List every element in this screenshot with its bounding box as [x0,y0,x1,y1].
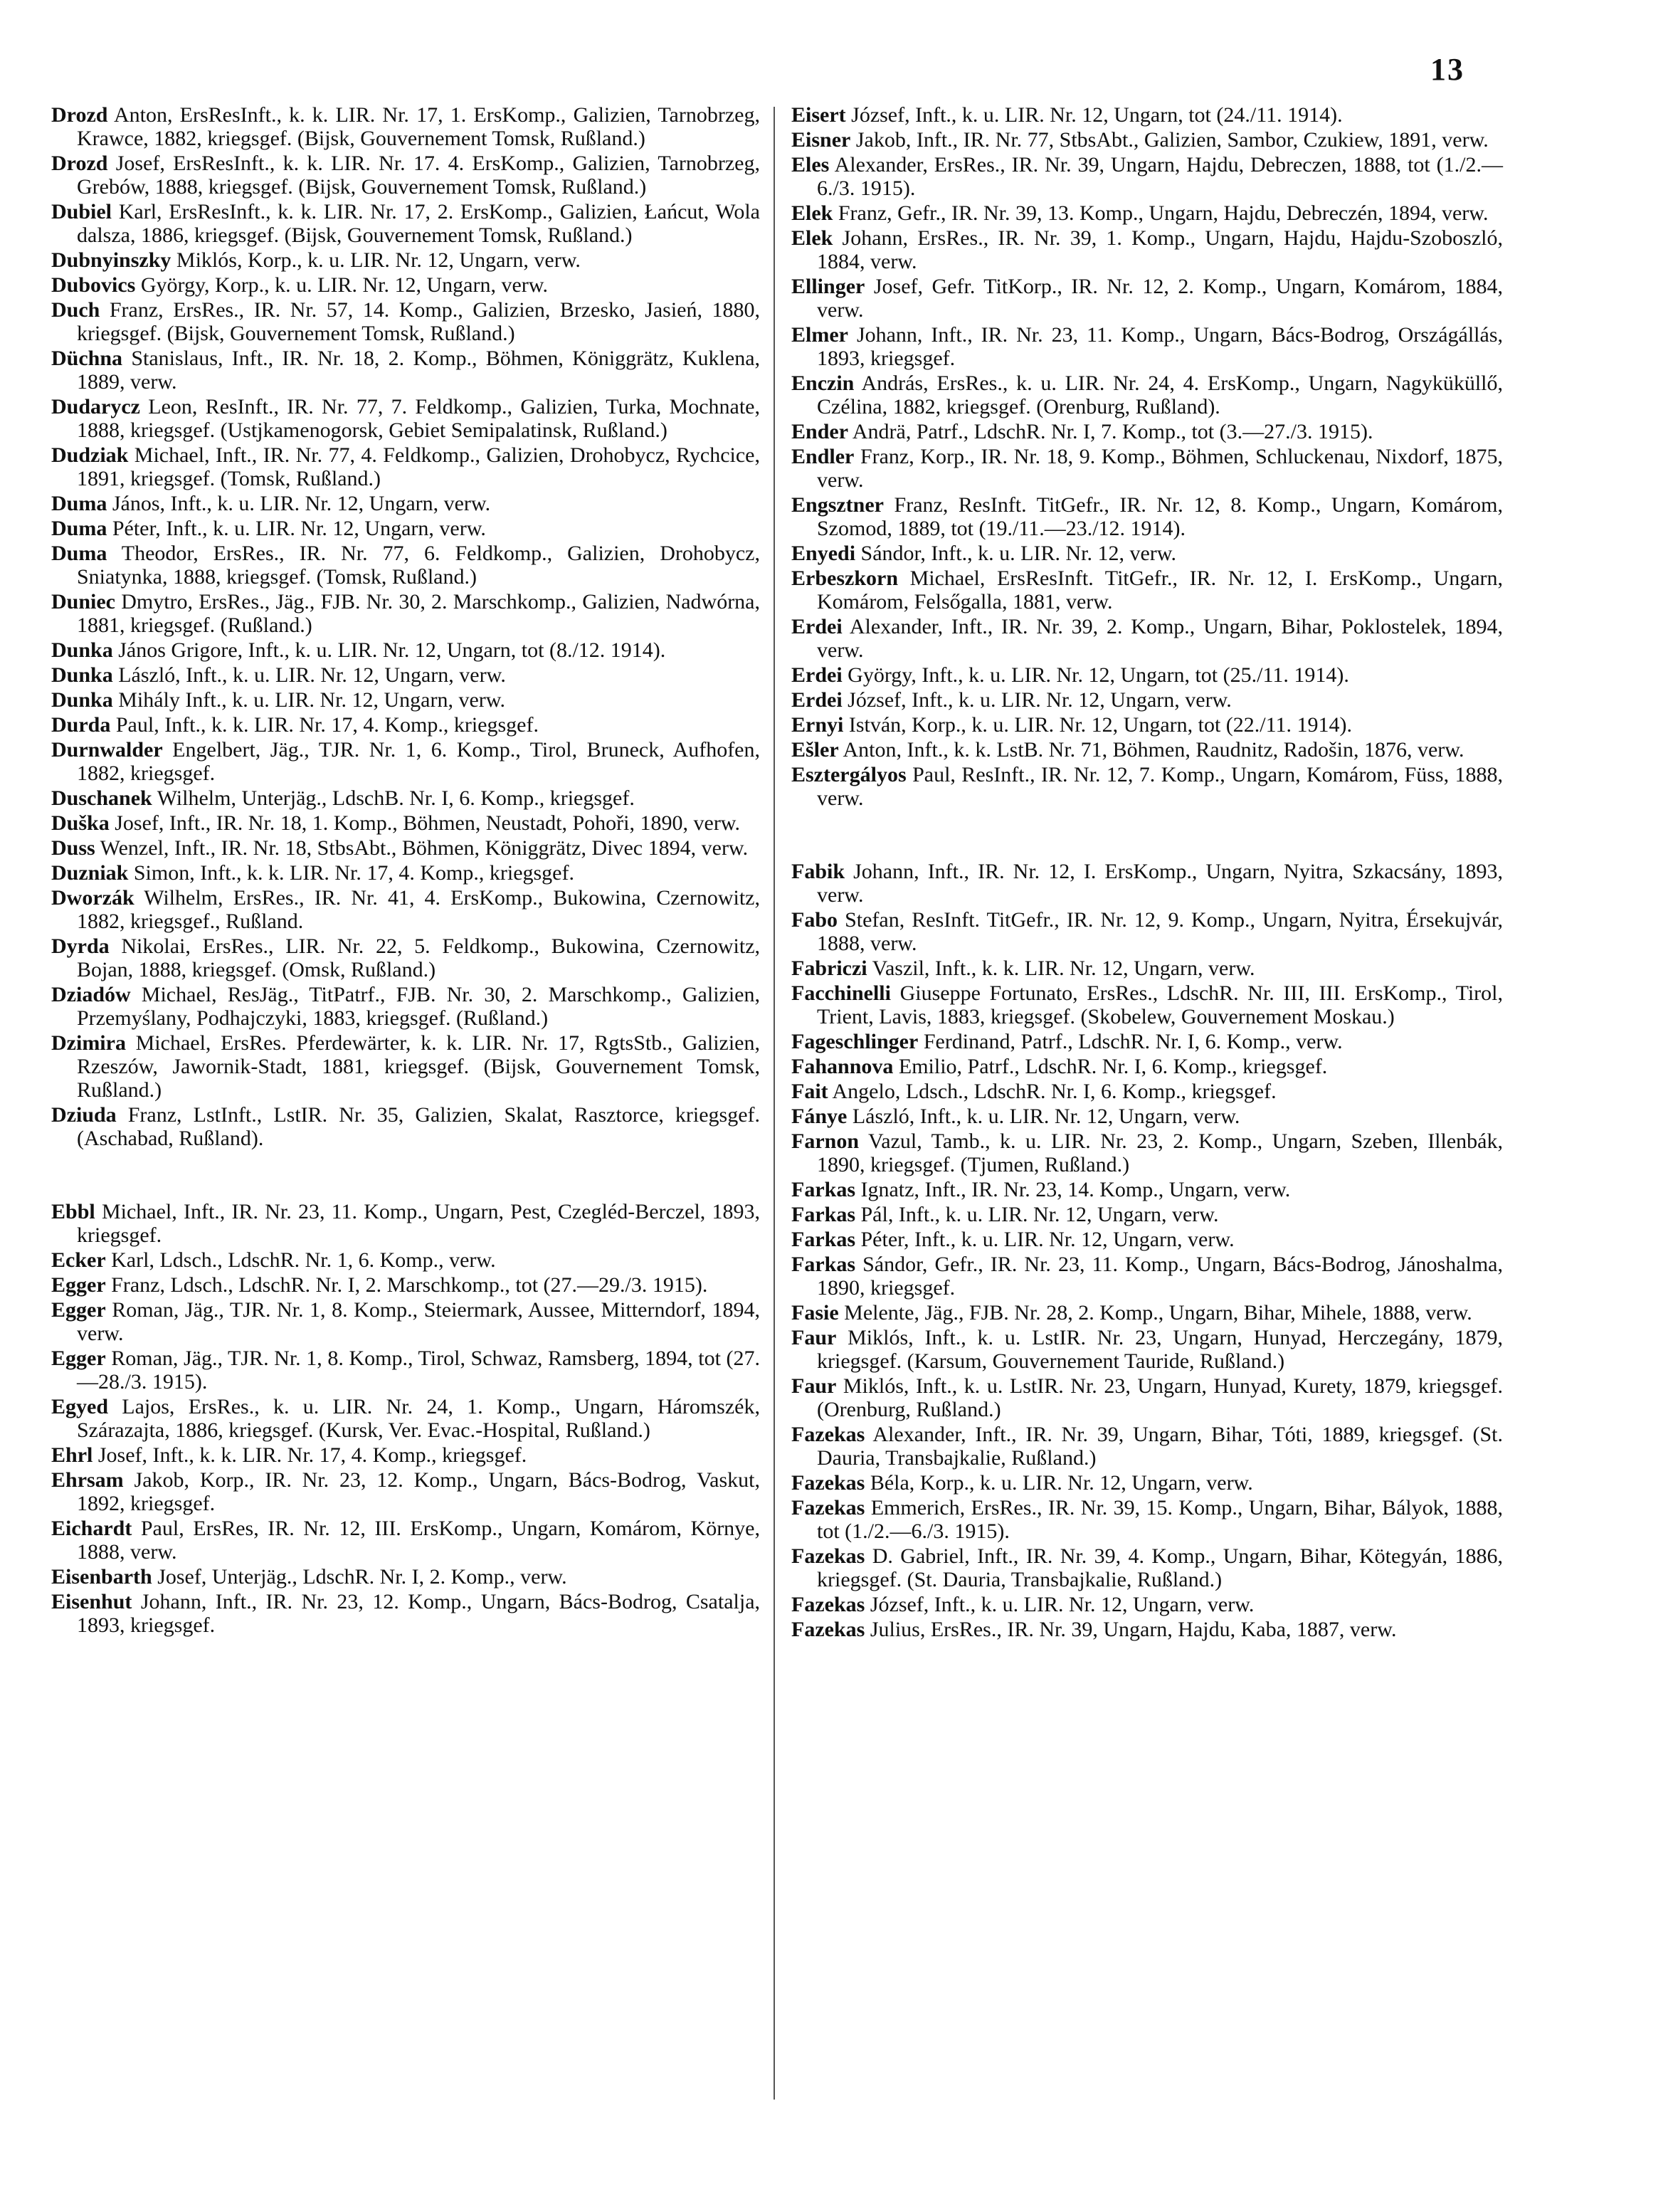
entry-details: Michael, ResJäg., TitPatrf., FJB. Nr. 30, 2. Marschkomp., Galizien, Przemyślany, Podhajczyki, 1883, kriegsgef. (Rußland.) [77,983,760,1030]
entry-surname: Farkas [791,1203,855,1226]
entry-surname: Erdei [791,688,843,712]
register-entry [51,103,760,150]
entry-surname: Fahannova [791,1055,894,1078]
entry-surname: Dziuda [51,1103,117,1127]
entry-details: Mihály Inft., k. u. LIR. Nr. 12, Ungarn, verw. [118,688,506,712]
register-entry [51,200,760,247]
entry-details: György, Korp., k. u. LIR. Nr. 12, Ungarn, verw. [140,273,548,297]
register-entry [51,786,760,810]
register-entry [791,1228,1503,1251]
entry-surname: Eisner [791,128,851,152]
section-gap [51,1152,760,1200]
entry-details: Stefan, ResInft. TitGefr., IR. Nr. 12, 9. Komp., Ungarn, Nyitra, Érsekujvár, 1888, verw. [817,908,1503,955]
entry-surname: Farkas [791,1253,855,1276]
register-entry [791,1618,1503,1641]
entry-surname: Fait [791,1080,828,1103]
entry-details: Josef, Inft., k. k. LIR. Nr. 17, 4. Komp., kriegsgef. [97,1443,527,1467]
entry-details: János, Inft., k. u. LIR. Nr. 12, Ungarn, verw. [112,492,491,515]
register-entry [51,1031,760,1102]
entry-details: Anton, Inft., k. k. LstB. Nr. 71, Böhmen, Raudnitz, Radošin, 1876, verw. [843,738,1464,762]
entry-details: D. Gabriel, Inft., IR. Nr. 39, 4. Komp., Ungarn, Bihar, Kötegyán, 1886, kriegsgef. (St. Dauria, Transbajkalie, Rußland.) [817,1544,1503,1591]
register-entry [791,153,1503,200]
register-entry [791,981,1503,1028]
register-entry [791,567,1503,613]
entry-surname: Faur [791,1326,837,1349]
left-column [51,103,760,1638]
entry-details: Angelo, Ldsch., LdschR. Nr. I, 6. Komp., kriegsgef. [832,1080,1277,1103]
register-entry [791,542,1503,565]
entry-details: Sándor, Gefr., IR. Nr. 23, 11. Komp., Ungarn, Bács-Bodrog, Jánoshalma, 1890, kriegsgef. [817,1253,1503,1300]
left-group-1 [51,103,760,1150]
entry-surname: Ecker [51,1248,106,1272]
entry-surname: Ehrl [51,1443,93,1467]
entry-details: Franz, Ldsch., LdschR. Nr. I, 2. Marschkomp., tot (27.—29./3. 1915). [111,1273,708,1297]
entry-details: Dmytro, ErsRes., Jäg., FJB. Nr. 30, 2. Marschkomp., Galizien, Nadwórna, 1881, kriegsgef. (Rußland.) [77,590,760,637]
register-entry [791,1593,1503,1616]
entry-surname: Faur [791,1374,837,1398]
entry-details: Anton, ErsResInft., k. k. LIR. Nr. 17, 1. ErsKomp., Galizien, Tarnobrzeg, Krawce, 1882, kriegsgef. (Bijsk, Gouvernement Tomsk, Rußland.) [77,103,760,150]
entry-surname: Ernyi [791,713,844,737]
register-entry [791,1105,1503,1128]
entry-details: József, Inft., k. u. LIR. Nr. 12, Ungarn, verw. [870,1593,1255,1616]
register-entry [51,1347,760,1394]
entry-details: Giuseppe Fortunato, ErsRes., LdschR. Nr. III, III. ErsKomp., Tirol, Trient, Lavis, 1883, kriegsgef. (Skobelew, Gouvernement Moskau.) [817,981,1504,1028]
entry-details: László, Inft., k. u. LIR. Nr. 12, Ungarn, verw. [118,663,506,687]
entry-surname: Duch [51,298,100,322]
entry-surname: Fabriczi [791,957,867,980]
section-gap [791,811,1503,860]
entry-details: Stanislaus, Inft., IR. Nr. 18, 2. Komp., Böhmen, Königgrätz, Kuklena, 1889, verw. [77,347,761,394]
entry-surname: Fabo [791,908,838,932]
entry-surname: Fánye [791,1105,848,1128]
entry-surname: Fabik [791,860,845,883]
entry-details: Johann, ErsRes., IR. Nr. 39, 1. Komp., Ungarn, Hajdu, Hajdu-Szoboszló, 1884, verw. [817,226,1504,273]
entry-surname: Durda [51,713,111,737]
register-entry [51,1565,760,1589]
register-entry [791,688,1503,712]
entry-details: Sándor, Inft., k. u. LIR. Nr. 12, verw. [860,542,1176,565]
entry-details: Paul, ResInft., IR. Nr. 12, 7. Komp., Ungarn, Komárom, Füss, 1888, verw. [817,763,1504,810]
entry-details: Franz, ResInft. TitGefr., IR. Nr. 12, 8. Komp., Ungarn, Komárom, Szomod, 1889, tot (19./11.—23./12. 1914). [817,493,1504,540]
entry-surname: Dudarycz [51,395,140,418]
entry-surname: Drozd [51,152,108,175]
register-entry [791,1253,1503,1300]
entry-details: Péter, Inft., k. u. LIR. Nr. 12, Ungarn, verw. [112,517,486,540]
register-entry [791,493,1503,540]
entry-surname: Düchna [51,347,123,370]
register-entry [51,248,760,272]
entry-surname: Duška [51,811,110,835]
register-entry [51,1298,760,1345]
entry-details: Johann, Inft., IR. Nr. 12, I. ErsKomp., Ungarn, Nyitra, Szkacsány, 1893, verw. [817,860,1504,907]
entry-surname: Enczin [791,372,855,395]
entry-surname: Dudziak [51,443,129,467]
entry-surname: Egyed [51,1395,109,1418]
register-entry [51,934,760,981]
entry-details: László, Inft., k. u. LIR. Nr. 12, Ungarn, verw. [852,1105,1240,1128]
entry-surname: Farnon [791,1129,860,1153]
register-entry [51,517,760,540]
register-entry [51,1273,760,1297]
entry-surname: Egger [51,1347,106,1370]
entry-details: Miklós, Inft., k. u. LstIR. Nr. 23, Ungarn, Hunyad, Kurety, 1879, kriegsgef. (Orenburg, Rußland.) [817,1374,1503,1421]
register-entry [791,275,1503,322]
register-entry [51,1468,760,1515]
entry-details: Alexander, ErsRes., IR. Nr. 39, Ungarn, Hajdu, Debreczen, 1888, tot (1./2.—6./3. 1915). [817,153,1503,200]
right-group-2 [791,860,1503,1641]
register-entry [51,738,760,785]
register-entry [791,103,1503,127]
register-entry [51,1517,760,1564]
entry-surname: Eisenbarth [51,1565,152,1589]
register-entry [791,763,1503,810]
entry-details: Emmerich, ErsRes., IR. Nr. 39, 15. Komp., Ungarn, Bihar, Bályok, 1888, tot (1./2.—6./3. 1915). [817,1496,1504,1543]
right-column [791,103,1503,1643]
register-entry [51,273,760,297]
register-entry [51,590,760,637]
entry-surname: Farkas [791,1178,855,1201]
entry-surname: Enyedi [791,542,856,565]
entry-surname: Esztergályos [791,763,907,786]
entry-details: György, Inft., k. u. LIR. Nr. 12, Ungarn, tot (25./11. 1914). [848,663,1349,687]
entry-surname: Ender [791,420,849,443]
entry-surname: Egger [51,1298,106,1322]
register-entry [51,663,760,687]
entry-details: Miklós, Korp., k. u. LIR. Nr. 12, Ungarn, verw. [176,248,581,272]
entry-details: József, Inft., k. u. LIR. Nr. 12, Ungarn, verw. [848,688,1232,712]
register-entry [51,1248,760,1272]
entry-details: Karl, ErsResInft., k. k. LIR. Nr. 17, 2. ErsKomp., Galizien, Łańcut, Wola dalsza, 1886, kriegsgef. (Bijsk, Gouvernement Tomsk, Rußland.) [77,200,760,247]
entry-details: Miklós, Inft., k. u. LstIR. Nr. 23, Ungarn, Hunyad, Herczegány, 1879, kriegsgef. (Karsum, Gouvernement Tauride, Rußland.) [817,1326,1503,1373]
entry-details: Roman, Jäg., TJR. Nr. 1, 8. Komp., Steiermark, Aussee, Mitterndorf, 1894, verw. [77,1298,760,1345]
entry-surname: Drozd [51,103,108,127]
register-entry [791,957,1503,980]
register-entry [791,420,1503,443]
register-entry [791,738,1503,762]
register-entry [51,1395,760,1442]
entry-details: István, Korp., k. u. LIR. Nr. 12, Ungarn, tot (22./11. 1914). [848,713,1352,737]
entry-details: Ignatz, Inft., IR. Nr. 23, 14. Komp., Ungarn, verw. [860,1178,1291,1201]
entry-details: Pál, Inft., k. u. LIR. Nr. 12, Ungarn, verw. [860,1203,1219,1226]
entry-details: András, ErsRes., k. u. LIR. Nr. 24, 4. ErsKomp., Ungarn, Nagyküküllő, Czélina, 1882, kriegsgef. (Orenburg, Rußland). [817,372,1503,418]
register-entry [791,201,1503,225]
entry-details: János Grigore, Inft., k. u. LIR. Nr. 12, Ungarn, tot (8./12. 1914). [118,638,666,662]
entry-surname: Eichardt [51,1517,132,1540]
entry-details: Ferdinand, Patrf., LdschR. Nr. I, 6. Komp., verw. [923,1030,1343,1053]
register-entry [791,1374,1503,1421]
entry-surname: Erdei [791,663,843,687]
entry-surname: Elek [791,226,833,250]
entry-details: Vaszil, Inft., k. k. LIR. Nr. 12, Ungarn, verw. [872,957,1255,980]
column-divider [774,107,775,2100]
left-group-2 [51,1200,760,1637]
entry-details: Karl, Ldsch., LdschR. Nr. 1, 6. Komp., verw. [111,1248,496,1272]
entry-surname: Farkas [791,1228,855,1251]
entry-surname: Dzimira [51,1031,126,1055]
entry-surname: Dubovics [51,273,136,297]
register-entry [791,323,1503,370]
register-entry [791,128,1503,152]
entry-surname: Dziadów [51,983,131,1006]
entry-details: Leon, ResInft., IR. Nr. 77, 7. Feldkomp., Galizien, Turka, Mochnate, 1888, kriegsgef. (Ustjkamenogorsk, Gebiet Semipalatinsk, Rußland.) [77,395,761,442]
entry-details: Paul, ErsRes, IR. Nr. 12, III. ErsKomp., Ungarn, Komárom, Környe, 1888, verw. [77,1517,760,1564]
entry-details: Vazul, Tamb., k. u. LIR. Nr. 23, 2. Komp., Ungarn, Szeben, Illenbák, 1890, kriegsgef. (Tjumen, Rußland.) [817,1129,1503,1176]
register-entry [791,615,1503,662]
entry-details: Franz, Gefr., IR. Nr. 39, 13. Komp., Ungarn, Hajdu, Debreczén, 1894, verw. [838,201,1489,225]
entry-details: Emilio, Patrf., LdschR. Nr. I, 6. Komp., kriegsgef. [898,1055,1328,1078]
register-entry [791,1326,1503,1373]
entry-surname: Facchinelli [791,981,891,1005]
register-entry [791,1203,1503,1226]
entry-details: Engelbert, Jäg., TJR. Nr. 1, 6. Komp., Tirol, Bruneck, Aufhofen, 1882, kriegsgef. [77,738,761,785]
entry-details: Michael, ErsRes. Pferdewärter, k. k. LIR. Nr. 17, RgtsStb., Galizien, Rzeszów, Jawornik-Stadt, 1881, kriegsgef. (Bijsk, Gouvernement Tomsk, Rußland.) [77,1031,760,1102]
register-entry [791,1030,1503,1053]
entry-details: Johann, Inft., IR. Nr. 23, 12. Komp., Ungarn, Bács-Bodrog, Csatalja, 1893, kriegsgef. [77,1590,761,1637]
register-entry [51,713,760,737]
entry-details: Béla, Korp., k. u. LIR. Nr. 12, Ungarn, verw. [870,1471,1253,1495]
entry-details: Josef, ErsResInft., k. k. LIR. Nr. 17. 4. ErsKomp., Galizien, Tarnobrzeg, Grebów, 1888, kriegsgef. (Bijsk, Gouvernement Tomsk, Rußland.) [77,152,760,199]
entry-details: Wenzel, Inft., IR. Nr. 18, StbsAbt., Böhmen, Königgrätz, Divec 1894, verw. [100,836,749,860]
entry-details: Wilhelm, Unterjäg., LdschB. Nr. I, 6. Komp., kriegsgef. [157,786,635,810]
entry-details: Josef, Unterjäg., LdschR. Nr. I, 2. Komp., verw. [157,1565,567,1589]
entry-details: Johann, Inft., IR. Nr. 23, 11. Komp., Ungarn, Bács-Bodrog, Országállás, 1893, kriegsgef. [817,323,1504,370]
entry-details: Michael, Inft., IR. Nr. 23, 11. Komp., Ungarn, Pest, Czegléd-Berczel, 1893, kriegsgef. [77,1200,761,1247]
entry-surname: Dubiel [51,200,112,223]
entry-details: Lajos, ErsRes., k. u. LIR. Nr. 24, 1. Komp., Ungarn, Háromszék, Szárazajta, 1886, kriegsgef. (Kursk, Ver. Evac.-Hospital, Rußland.) [77,1395,760,1442]
entry-details: Franz, ErsRes., IR. Nr. 57, 14. Komp., Galizien, Brzesko, Jasień, 1880, kriegsgef. (Bijsk, Gouvernement Tomsk, Rußland.) [77,298,760,345]
entry-surname: Ebbl [51,1200,95,1223]
register-entry [51,395,760,442]
entry-surname: Fazekas [791,1423,865,1446]
entry-surname: Dunka [51,638,113,662]
register-entry [51,1103,760,1150]
entry-details: Julius, ErsRes., IR. Nr. 39, Ungarn, Hajdu, Kaba, 1887, verw. [870,1618,1397,1641]
register-entry [791,1471,1503,1495]
register-entry [51,542,760,589]
entry-surname: Erbeszkorn [791,567,898,590]
entry-details: Roman, Jäg., TJR. Nr. 1, 8. Komp., Tirol, Schwaz, Ramsberg, 1894, tot (27.—28./3. 1915). [77,1347,761,1394]
entry-details: Franz, Korp., IR. Nr. 18, 9. Komp., Böhmen, Schluckenau, Nixdorf, 1875, verw. [817,445,1504,492]
register-entry [51,1200,760,1247]
entry-surname: Duma [51,517,107,540]
entry-details: Michael, Inft., IR. Nr. 77, 4. Feldkomp., Galizien, Drohobycz, Rychcice, 1891, kriegsgef. (Tomsk, Rußland.) [77,443,760,490]
register-entry [791,663,1503,687]
register-entry [791,1178,1503,1201]
entry-details: Theodor, ErsRes., IR. Nr. 77, 6. Feldkomp., Galizien, Drohobycz, Sniatynka, 1888, kriegsgef. (Tomsk, Rußland.) [77,542,760,589]
entry-surname: Duss [51,836,95,860]
entry-details: Nikolai, ErsRes., LIR. Nr. 22, 5. Feldkomp., Bukowina, Czernowitz, Bojan, 1888, kriegsgef. (Omsk, Rußland.) [77,934,761,981]
entry-surname: Fazekas [791,1544,865,1568]
entry-surname: Ešler [791,738,839,762]
entry-surname: Fazekas [791,1618,865,1641]
entry-surname: Fazekas [791,1496,865,1520]
entry-details: Wilhelm, ErsRes., IR. Nr. 41, 4. ErsKomp., Bukowina, Czernowitz, 1882, kriegsgef., Rußland. [77,886,760,933]
register-entry [51,638,760,662]
entry-surname: Egger [51,1273,106,1297]
entry-details: Simon, Inft., k. k. LIR. Nr. 17, 4. Komp., kriegsgef. [133,861,574,885]
entry-surname: Eisert [791,103,846,127]
entry-surname: Fageschlinger [791,1030,919,1053]
entry-surname: Ehrsam [51,1468,124,1492]
entry-surname: Dubnyinszky [51,248,171,272]
register-entry [791,1055,1503,1078]
entry-surname: Dunka [51,688,113,712]
right-group-1 [791,103,1503,810]
register-entry [791,1080,1503,1103]
register-entry [51,1443,760,1467]
register-entry [791,908,1503,955]
entry-details: Péter, Inft., k. u. LIR. Nr. 12, Ungarn, verw. [860,1228,1235,1251]
entry-details: Jakob, Korp., IR. Nr. 23, 12. Komp., Ungarn, Bács-Bodrog, Vaskut, 1892, kriegsgef. [77,1468,760,1515]
entry-surname: Duschanek [51,786,152,810]
entry-details: Alexander, Inft., IR. Nr. 39, Ungarn, Bihar, Tóti, 1889, kriegsgef. (St. Dauria, Transbajkalie, Rußland.) [817,1423,1503,1470]
register-entry [791,1129,1503,1176]
entry-details: Josef, Gefr. TitKorp., IR. Nr. 12, 2. Komp., Ungarn, Komárom, 1884, verw. [817,275,1503,322]
entry-details: József, Inft., k. u. LIR. Nr. 12, Ungarn, tot (24./11. 1914). [851,103,1343,127]
entry-surname: Dyrda [51,934,110,958]
entry-surname: Dworzák [51,886,134,910]
entry-surname: Eles [791,153,830,177]
entry-surname: Dunka [51,663,113,687]
entry-details: Jakob, Inft., IR. Nr. 77, StbsAbt., Galizien, Sambor, Czukiew, 1891, verw. [855,128,1489,152]
entry-details: Paul, Inft., k. k. LIR. Nr. 17, 4. Komp., kriegsgef. [115,713,539,737]
entry-surname: Duniec [51,590,115,613]
entry-details: Franz, LstInft., LstIR. Nr. 35, Galizien, Skalat, Rasztorce, kriegsgef. (Aschabad, Rußland). [77,1103,760,1150]
register-entry [791,1496,1503,1543]
entry-surname: Duma [51,492,107,515]
register-entry [51,861,760,885]
register-entry [51,688,760,712]
register-entry [791,713,1503,737]
entry-surname: Engsztner [791,493,884,517]
entry-surname: Elek [791,201,833,225]
register-entry [791,1423,1503,1470]
entry-surname: Eisenhut [51,1590,132,1613]
register-entry [791,445,1503,492]
register-entry [791,860,1503,907]
register-entry [51,983,760,1030]
entry-details: Andrä, Patrf., LdschR. Nr. I, 7. Komp., tot (3.—27./3. 1915). [852,420,1373,443]
entry-surname: Erdei [791,615,843,638]
register-entry [51,298,760,345]
register-entry [791,226,1503,273]
entry-details: Michael, ErsResInft. TitGefr., IR. Nr. 12, I. ErsKomp., Ungarn, Komárom, Felsőgalla, 1881, verw. [817,567,1503,613]
register-entry [51,1590,760,1637]
register-entry [51,492,760,515]
entry-details: Melente, Jäg., FJB. Nr. 28, 2. Komp., Ungarn, Bihar, Mihele, 1888, verw. [844,1301,1472,1324]
register-entry [51,152,760,199]
entry-surname: Fazekas [791,1593,865,1616]
entry-surname: Duzniak [51,861,129,885]
page-number: 13 [1430,52,1464,87]
entry-details: Josef, Inft., IR. Nr. 18, 1. Komp., Böhmen, Neustadt, Pohoři, 1890, verw. [115,811,741,835]
register-entry [51,347,760,394]
register-entry [51,443,760,490]
entry-surname: Ellinger [791,275,865,298]
entry-surname: Endler [791,445,855,468]
register-entry [791,372,1503,418]
entry-surname: Durnwalder [51,738,163,762]
entry-surname: Fazekas [791,1471,865,1495]
register-entry [791,1544,1503,1591]
register-entry [51,886,760,933]
entry-details: Alexander, Inft., IR. Nr. 39, 2. Komp., Ungarn, Bihar, Poklostelek, 1894, verw. [817,615,1503,662]
register-entry [51,836,760,860]
register-entry [791,1301,1503,1324]
entry-surname: Elmer [791,323,848,347]
entry-surname: Duma [51,542,107,565]
register-entry [51,811,760,835]
entry-surname: Fasie [791,1301,839,1324]
